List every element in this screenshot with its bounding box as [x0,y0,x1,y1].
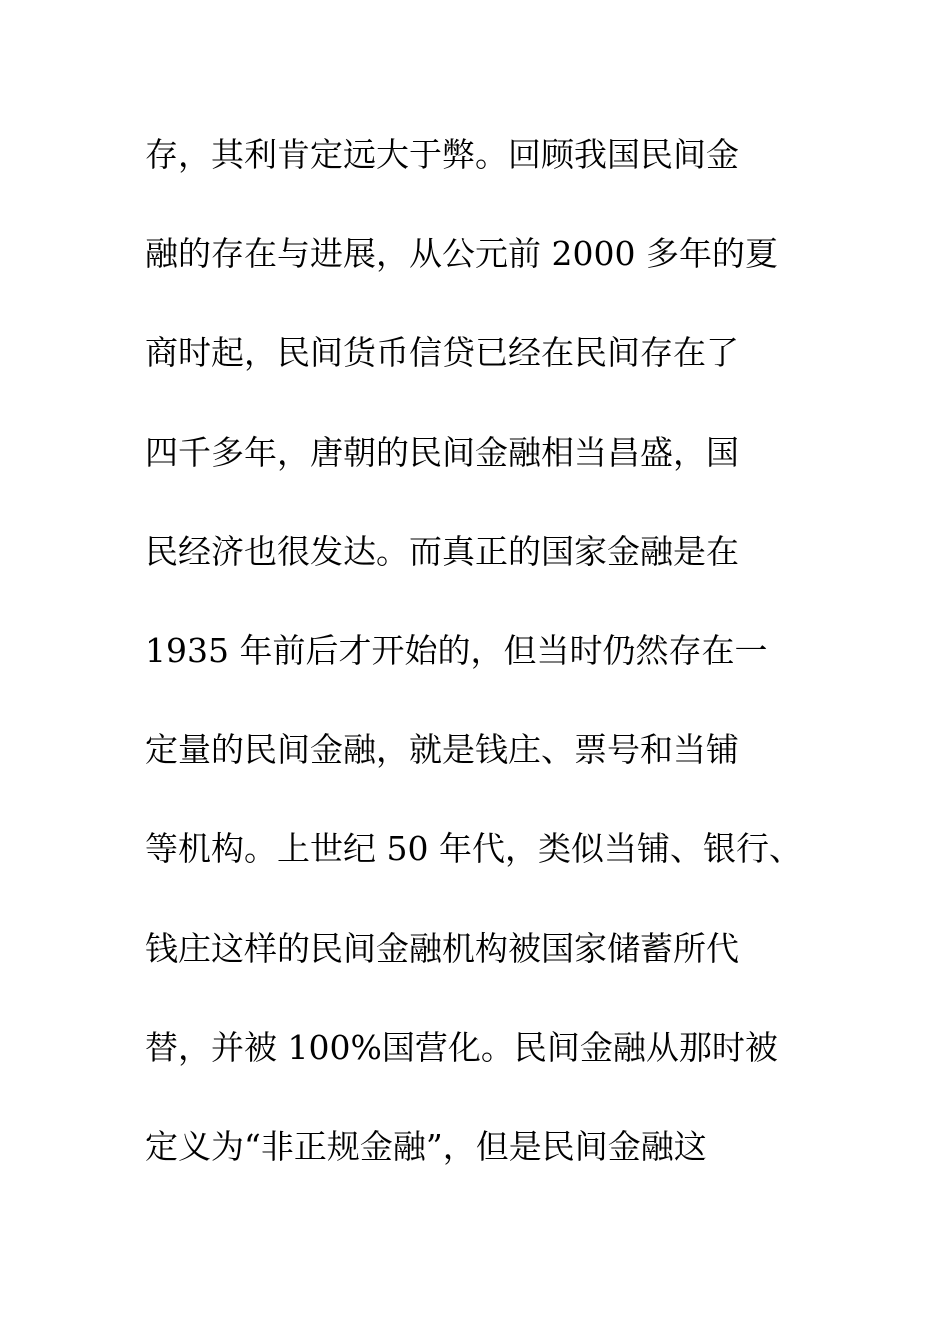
text-line: 商时起，民间货币信贷已经在民间存在了 [145,333,739,373]
text-line: 钱庄这样的民间金融机构被国家储蓄所代 [145,928,739,968]
text-line: 替，并被 100%国营化。民间金融从那时被 [145,1027,778,1067]
text-line: 定义为“非正规金融”，但是民间金融这 [145,1126,707,1166]
body-text [145,124,845,1215]
text-line: 定量的民间金融，就是钱庄、票号和当铺 [145,730,739,770]
text-line: 民经济也很发达。而真正的国家金融是在 [145,531,739,571]
text-line: 等机构。上世纪 50 年代，类似当铺、银行、 [145,829,802,869]
text-line: 存，其利肯定远大于弊。回顾我国民间金 [145,135,739,174]
text-line: 四千多年，唐朝的民间金融相当昌盛，国 [145,432,739,472]
text-line: 融的存在与进展，从公元前 2000 多年的夏 [145,234,778,274]
text-line: 1935 年前后才开始的，但当时仍然存在一 [145,630,768,670]
